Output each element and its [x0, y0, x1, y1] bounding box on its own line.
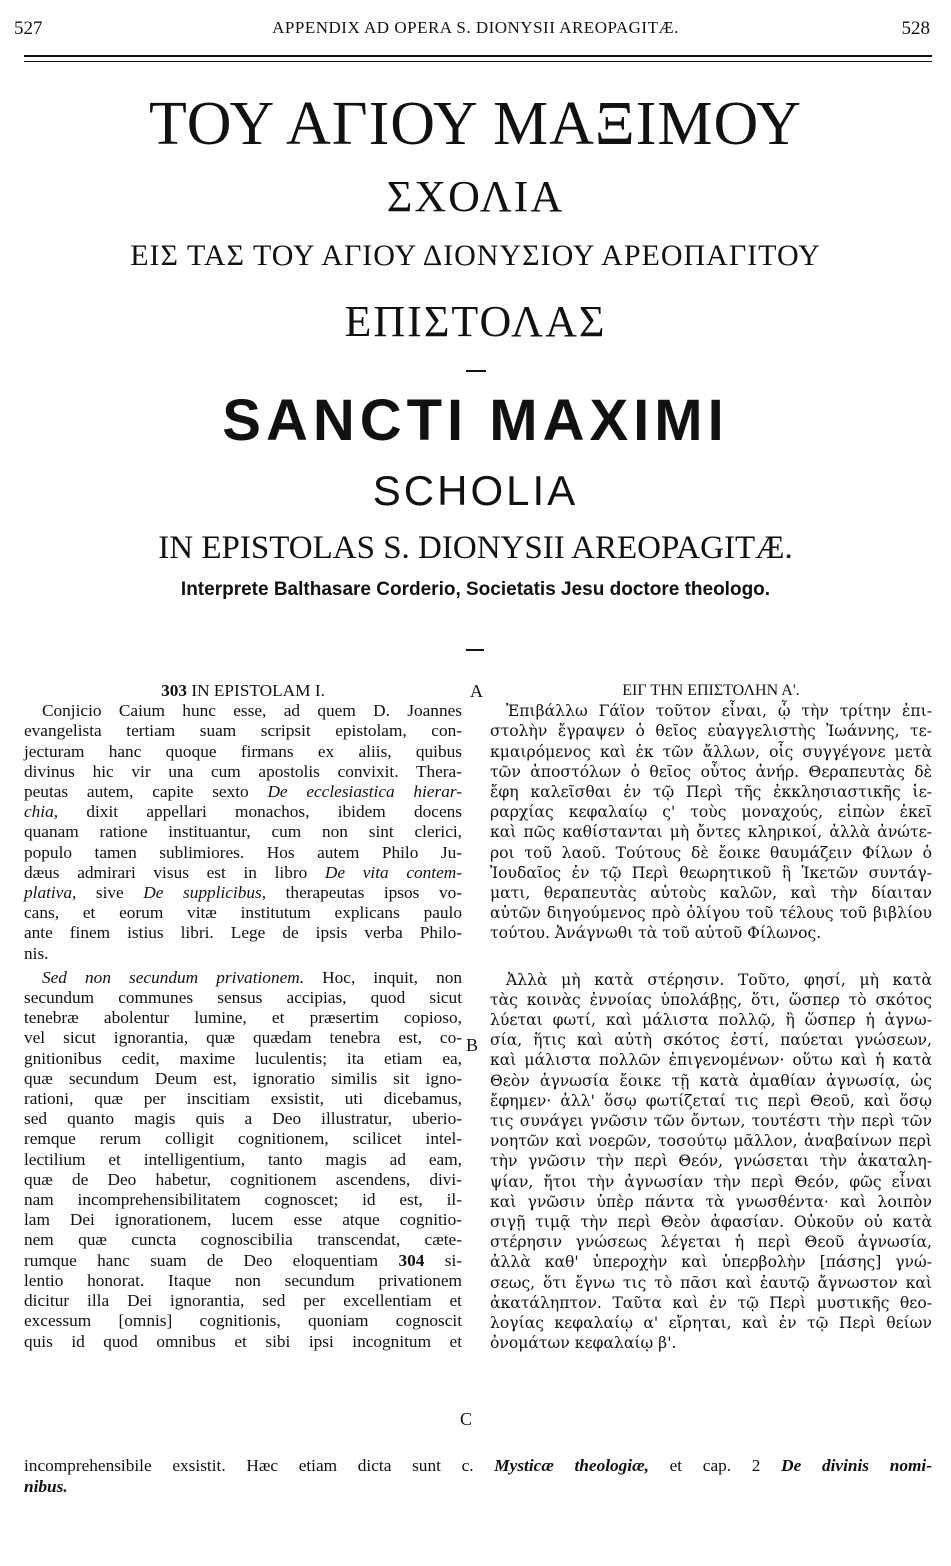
text-line: ὀνομάτων κεφαλαίῳ β'.	[490, 1334, 677, 1353]
text-line: κμαιρόμενος καὶ ἐκ τῶν ἄλλων, οἷς συγγέγονε μετὰ	[490, 742, 932, 761]
text-line: ματι, θεραπευτὰς αὐτοὺς καλῶν, καὶ τὴν δίαιταν	[490, 884, 932, 903]
latin-title-line-2: SCHOLIA	[372, 467, 579, 514]
text-line: dicitur illa Dei ignorantia, sed per excellentiam et	[24, 1291, 462, 1311]
full-width-continuation	[24, 1455, 932, 1497]
text-line: nibus.	[24, 1477, 68, 1496]
text-line: νοητῶν καὶ νοερῶν, τοσούτῳ μᾶλλον, ἀναβαίνων περὶ	[490, 1132, 932, 1151]
text-line: dæus admirari visus est in libro De vita contem-	[24, 862, 462, 882]
latin-column-heading	[24, 681, 462, 701]
latin-title-line-3: IN EPISTOLAS S. DIONYSII AREOPAGITÆ.	[158, 530, 793, 566]
text-line: plativa, sive De supplicibus, therapeutas ipsos vo-	[24, 883, 462, 903]
text-line: cans, et eorum vitæ institutum explicans paulo	[24, 903, 462, 923]
text-line: Conjicio Caium hunc esse, ad quem D. Joannes	[42, 701, 462, 721]
text-line: sed quanto magis quis a Deo illustratur, uberio-	[24, 1109, 462, 1129]
text-line: incomprehensibile exsistit. Hæc etiam dicta sunt c. Mysticæ theologiæ, et cap. 2 De divinis nomi-	[24, 1456, 932, 1475]
text-line: evangelista tertiam suam scripsit epistolam, con-	[24, 721, 462, 741]
text-line: lectilium et intelligentium, tanto magis ad eam,	[24, 1149, 462, 1169]
greek-title-line-2: ΣΧΟΛΙΑ	[386, 172, 565, 221]
text-line: nem quæ cuncta cognoscibilia transcendat, cæte-	[24, 1230, 462, 1250]
text-line: τὰς κοινὰς ἐννοίας ὑπολάβῃς, ὅτι, ὥσπερ τὸ σκότος	[490, 990, 932, 1009]
text-line: excessum [omnis] cognitionis, quoniam cognoscit	[24, 1311, 462, 1331]
latin-title-line-1: SANCTI MAXIMI	[222, 388, 729, 453]
text-line: καὶ γνῶσιν ὑπὲρ πάντα τὰ γνωσθέντα· καὶ λοιπὸν	[490, 1192, 932, 1211]
text-line: ἔφημεν· ἀλλ' ὅσῳ φωτίζεταί τις περὶ Θεοῦ, καὶ ὅσῳ	[490, 1091, 932, 1110]
lemma: Sed non secundum privationem.	[42, 967, 305, 987]
margin-marker-c: C	[460, 1409, 473, 1429]
text-line: nis.	[24, 943, 49, 963]
text-line: σία, ἥτις καὶ αὐτὴ σκότος ἐστί, παύεται γνώσεων,	[490, 1031, 932, 1050]
text-line: λογίας κεφαλαίῳ α' εἴρηται, καὶ ἐν τῷ Περὶ θείων	[490, 1314, 932, 1333]
text-line: tenebræ abolentur lumine, et præsertim copioso,	[24, 1008, 462, 1028]
text-line: ψίαν, ἤτοι τὴν ἀγνωσίαν τὴν περὶ Θεόν, φῶς εἶναι	[490, 1172, 932, 1191]
latin-column	[24, 681, 462, 1352]
text-line: τὴν γνῶσιν τὴν περὶ Θεόν, γνώσεται τὴν ἀκαταλη-	[490, 1152, 932, 1171]
text-line: quæ secundum Deum est, ignoratio similis sit igno-	[24, 1068, 462, 1088]
running-title: APPENDIX AD OPERA S. DIONYSII AREOPAGITÆ.	[272, 18, 679, 37]
text-line: ἀκατάληπτον. Ταῦτα καὶ ἐν τῷ Περὶ μυστικῆς θεο-	[490, 1293, 932, 1312]
text-line: Sed non secundum privationem. Hoc, inquit, non	[42, 967, 462, 987]
text-line: Ἐπιβάλλω Γάϊον τοῦτον εἶναι, ᾧ τὴν τρίτην ἐπι-	[506, 702, 932, 721]
latin-paragraph-2	[24, 968, 462, 1352]
header-rule-thick	[24, 55, 932, 57]
margin-marker-b: B	[466, 1035, 479, 1055]
text-line: τις συνάγει γνῶσιν τῶν ὄντων, τουτέστι τὴν περὶ τῶν	[490, 1112, 932, 1131]
greek-title-line-4: ΕΠΙΣΤΟΛΑΣ	[344, 297, 607, 346]
title-separator	[466, 370, 486, 372]
text-line: Θεὸν ἀγνωσία ἔοικε τῇ κατὰ ἀμαθίαν ἀγνωσίᾳ, ὡς	[490, 1071, 932, 1090]
text-line: secundum communes sensus accipias, quod sicut	[24, 988, 462, 1008]
text-line: ante finem istius libri. Lege de ipsis verba Philo-	[24, 923, 462, 943]
greek-title-line-3: ΕΙΣ ΤΑΣ ΤΟΥ ΑΓΙΟΥ ΔΙΟΝΥΣΙΟΥ ΑΡΕΟΠΑΓΙΤΟΥ	[130, 239, 821, 272]
text-line: jecturam hanc quoque firmans ex aliis, quibus	[24, 741, 462, 761]
interpreter-line: Interprete Balthasare Corderio, Societatis Jesu doctore theologo.	[180, 579, 771, 600]
column-number-304: 304	[398, 1250, 425, 1270]
text-line: τούτου. Ἀνάγνωθι τὰ τοῦ αὐτοῦ Φίλωνος.	[490, 924, 822, 943]
text-line: καὶ μάλιστα πολλῶν ἐπιγενομένων· οὕτω καὶ ἡ κατὰ	[490, 1051, 932, 1070]
text-line: rationi, quæ per inscitiam exsistit, uti dicebamus,	[24, 1089, 462, 1109]
title-block	[0, 80, 951, 606]
text-line: ἀλλὰ καθ' ὑπεροχὴν καὶ ὑπερβολὴν [πάσης] γνώ-	[490, 1253, 932, 1272]
running-header	[0, 18, 951, 44]
text-line: divinus hic vir una cum apostolis convixit. Thera-	[24, 761, 462, 781]
text-line: remque rerum colligit cognitionem, scilicet intel-	[24, 1129, 462, 1149]
header-rule-thin	[24, 61, 932, 62]
text-line: τῶν ἀποστόλων ὁ θεῖος οὗτος ἀνήρ. Θεραπευτὰς δὲ	[490, 762, 932, 781]
text-line: σιγῇ τιμᾷ τὴν περὶ Θεὸν ἀφασίαν. Οὐκοῦν οὐ κατὰ	[490, 1213, 932, 1232]
text-line: chia, dixit appellari monachos, ibidem docens	[24, 802, 462, 822]
margin-marker-a: A	[470, 681, 483, 701]
latin-paragraph-1	[24, 701, 462, 964]
greek-column	[490, 681, 932, 1354]
text-line: Ἀλλὰ μὴ κατὰ στέρησιν. Τοῦτο, φησί, μὴ κατὰ	[506, 970, 932, 989]
text-line: στέρησιν γνώσεως λέγεται ἡ περὶ Θεοῦ ἀγνωσία,	[490, 1233, 932, 1252]
text-line: καὶ πῶς καθίστανται μὴ ὄντες κληρικοί, ἀλλὰ ἀνώτε-	[490, 823, 932, 842]
latin-heading-text: IN EPISTOLAM I.	[191, 681, 325, 700]
text-line: lentio honorat. Itaque non secundum privationem	[24, 1270, 462, 1290]
column-number-303: 303	[161, 681, 187, 700]
greek-paragraph-1	[490, 701, 932, 943]
text-line: quanam ratione instituantur, cum non sint clerici,	[24, 822, 462, 842]
text-line: σεως, ὅτι ἔγνω τις τὸ πᾶσι καὶ ἑαυτῷ ἄγνωστον καὶ	[490, 1273, 932, 1292]
text-line: Ἰουδαῖος ἐν τῷ Περὶ θεωρητικοῦ ἢ Ἱκετῶν συντάγ-	[490, 863, 932, 882]
text-line: rumque hanc suam de Deo eloquentiam 304 si-	[24, 1250, 462, 1270]
text-line: ἔφη καλεῖσθαι ἐν τῷ Περὶ τῆς ἐκκλησιαστικῆς ἱε-	[490, 783, 932, 802]
text-line: lam Dei ignorationem, lucem esse atque cognitio-	[24, 1210, 462, 1230]
text-line: vel sicut ignorantia, quæ quædam tenebra est, co-	[24, 1028, 462, 1048]
text-line: στολὴν ἔγραψεν ὁ θεῖος εὐαγγελιστὴς Ἰωάννης, τε-	[490, 722, 932, 741]
greek-title-line-1: ΤΟΥ ΑΓΙΟΥ ΜΑΞΙΜΟΥ	[149, 90, 802, 158]
text-line: nam incomprehensibilitatem cognoscet; id est, il-	[24, 1190, 462, 1210]
text-line: ραρχίας κεφαλαίῳ ς' τοὺς μοναχούς, εἰπὼν ἐκεῖ	[490, 803, 932, 822]
page-number-right: 528	[901, 18, 930, 39]
text-line: peutas autem, capite sexto De ecclesiastica hierar-	[24, 782, 462, 802]
text-line: quis id quod omnibus et sibi ipsi incognitum et	[24, 1331, 462, 1351]
greek-paragraph-2	[490, 970, 932, 1354]
text-line: populo tamen sublimiores. Hos autem Philo Ju-	[24, 842, 462, 862]
section-separator	[466, 649, 484, 651]
page-number-left: 527	[14, 18, 43, 39]
text-line: αὐτῶν διηγούμενος πρὸ ὀλίγου τοῦ τέλους τοῦ βιβλίου	[490, 904, 932, 923]
text-line: quæ de Deo habetur, cognitionem ascendens, divi-	[24, 1169, 462, 1189]
greek-column-heading: ΕΙΓ ΤΗΝ ΕΠΙΣΤΟΛΗΝ Α'.	[622, 682, 800, 699]
text-line: λύεται φωτί, καὶ μάλιστα πολλῷ, ἢ ὥσπερ ἡ ἀγνω-	[490, 1011, 932, 1030]
text-line: gnitionibus cedit, maxime luculentis; ita etiam ea,	[24, 1048, 462, 1068]
text-line: ροι τοῦ λαοῦ. Τούτους δὲ ἔοικε θαυμάζειν Φίλων ὁ	[490, 843, 932, 862]
